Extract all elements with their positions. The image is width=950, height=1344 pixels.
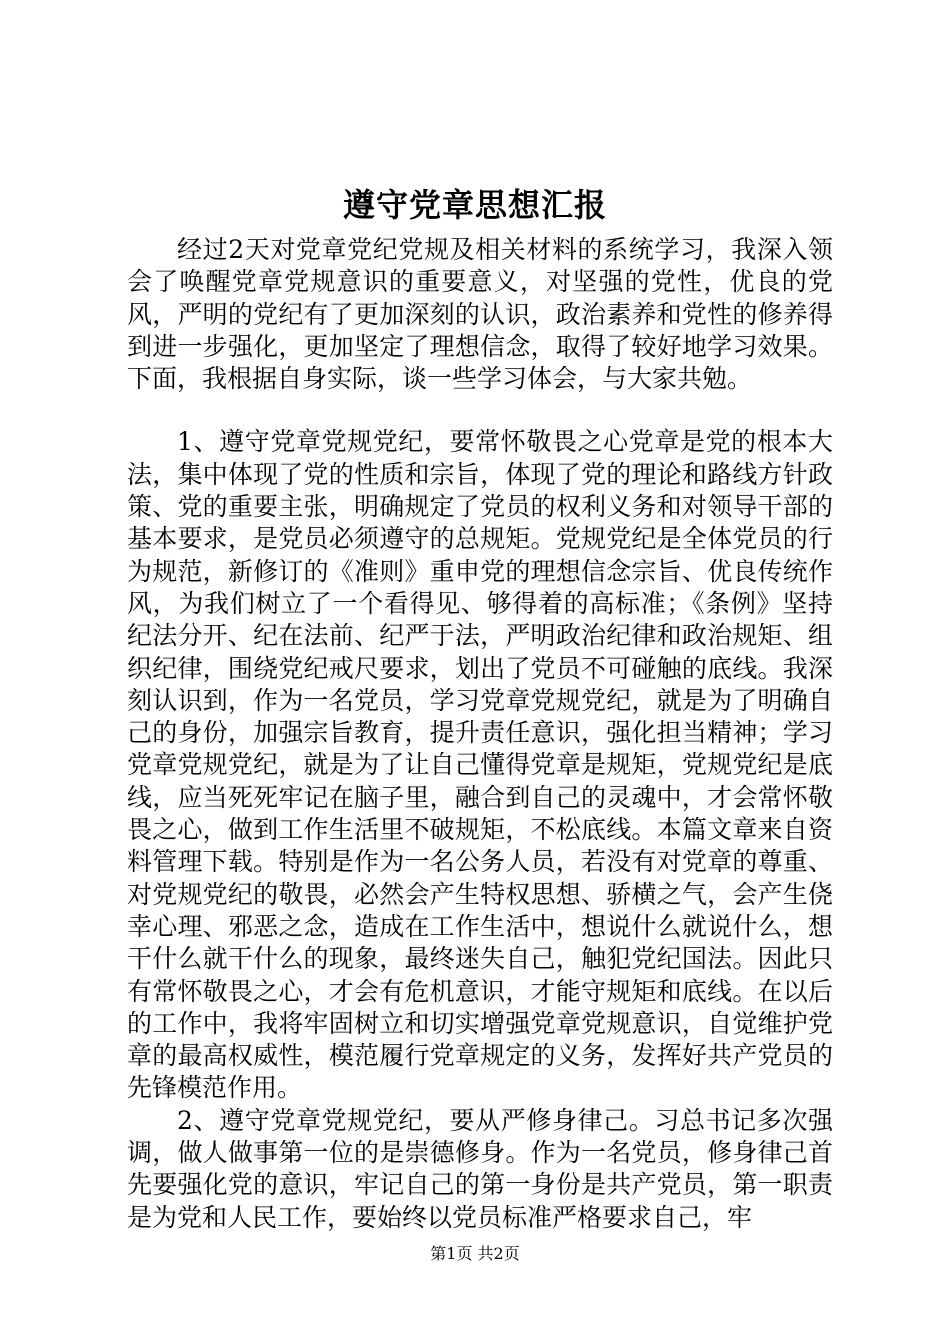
page-footer: 第1页 共2页 bbox=[430, 1244, 520, 1263]
document-body bbox=[127, 234, 833, 1234]
paragraph-intro: 经过2天对党章党纪党规及相关材料的系统学习，我深入领会了唤醒党章党规意识的重要意义，对坚强的党性，优良的党风，严明的党纪有了更加深刻的认识，政治素养和党性的修养得到进一步强化，更加坚定了理想信念，取得了较好地学习效果。下面，我根据自身实际，谈一些学习体会，与大家共勉。 bbox=[127, 235, 833, 394]
paragraph-point-1: 1、遵守党章党规党纪，要常怀敬畏之心党章是党的根本大法，集中体现了党的性质和宗旨，体现了党的理论和路线方针政策、党的重要主张，明确规定了党员的权利义务和对领导干部的基本要求，是党员必须遵守的总规矩。党规党纪是全体党员的行为规范，新修订的《准则》重申党的理想信念宗旨、优良传统作风，为我们树立了一个看得见、够得着的高标准；《条例》坚持纪法分开、纪在法前、纪严于法，严明政治纪律和政治规矩、组织纪律，围绕党纪戒尺要求，划出了党员不可碰触的底线。我深刻认识到，作为一名党员，学习党章党规党纪，就是为了明确自己的身份，加强宗旨教育，提升责任意识，强化担当精神；学习党章党规党纪，就是为了让自己懂得党章是规矩，党规党纪是底线，应当死死牢记在脑子里，融合到自己的灵魂中，才会常怀敬畏之心，做到工作生活里不破规矩，不松底线。本篇文章来自资料管理下载。特别是作为一名公务人员，若没有对党章的尊重、对党规党纪的敬畏，必然会产生特权思想、骄横之气，会产生侥幸心理、邪恶之念，造成在工作生活中，想说什么就说什么，想干什么就干什么的现象，最终迷失自己，触犯党纪国法。因此只有常怀敬畏之心，才会有危机意识，才能守规矩和底线。在以后的工作中，我将牢固树立和切实增强党章党规意识，自觉维护党章的最高权威性，模范履行党章规定的义务，发挥好共产党员的先锋模范作用。 bbox=[127, 427, 833, 1103]
document-title: 遵守党章思想汇报 bbox=[342, 186, 607, 224]
paragraph-point-2: 2、遵守党章党规党纪，要从严修身律己。习总书记多次强调，做人做事第一位的是崇德修身。作为一名党员，修身律己首先要强化党的意识，牢记自己的第一身份是共产党员，第一职责是为党和人民工作，要始终以党员标准严格要求自己，牢 bbox=[127, 1105, 833, 1232]
